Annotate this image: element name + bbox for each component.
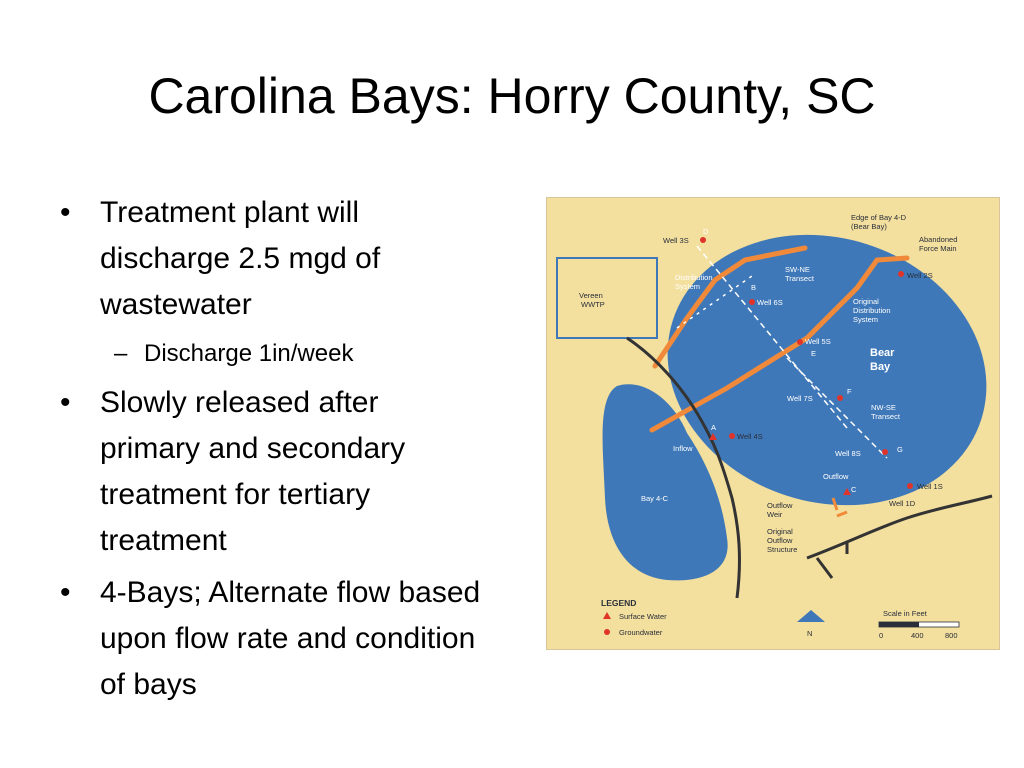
original-label: Original — [853, 297, 879, 306]
inflow-label: Inflow — [673, 444, 693, 453]
edge-of-bay-label: Edge of Bay 4-D — [851, 213, 907, 222]
bear-label: Bear — [870, 347, 895, 359]
well-8s-label: Well 8S — [835, 449, 861, 458]
distribution-label: Distribution — [675, 273, 713, 282]
well-6s-marker — [749, 299, 755, 305]
scale-title: Scale in Feet — [883, 609, 927, 618]
point-e-label: E — [811, 349, 817, 358]
well-8s-marker — [882, 449, 888, 455]
site-map-figure — [546, 197, 1000, 650]
vereen-label: Vereen — [579, 291, 603, 300]
bullet-item — [56, 380, 486, 564]
bullet-glyph: • — [60, 386, 71, 419]
bay-label: Bay — [870, 361, 891, 373]
well-1d-label: Well 1D — [889, 499, 916, 508]
sub-bullet-glyph: – — [114, 340, 128, 367]
bullet-glyph: • — [60, 196, 71, 229]
point-c-label: C — [851, 485, 857, 494]
point-g-label: G — [897, 445, 903, 454]
scale-tick-400: 400 — [911, 631, 924, 640]
bullet-text: Slowly released after primary and secondary treatment for tertiary treatment — [100, 386, 406, 557]
point-d-label: D — [703, 227, 709, 236]
legend-title: LEGEND — [601, 598, 637, 608]
bullet-glyph: • — [60, 576, 71, 609]
original-system-label: System — [853, 315, 879, 324]
outflow-label: Outflow — [823, 472, 849, 481]
well-2s-marker — [898, 271, 904, 277]
slide-title: Carolina Bays: Horry County, SC — [148, 68, 876, 124]
outflow-weir-label-1: Outflow — [767, 501, 793, 510]
north-label: N — [807, 629, 813, 638]
wwtp-label: WWTP — [581, 300, 605, 309]
bullet-text: 4-Bays; Alternate flow based upon flow rate and condition of bays — [100, 576, 481, 701]
nw-se-label: NW-SE — [871, 403, 896, 412]
scale-tick-0: 0 — [879, 631, 884, 640]
sub-bullet-item — [56, 334, 486, 374]
well-6s-label: Well 6S — [757, 298, 783, 307]
outflow-weir-label-2: Weir — [767, 510, 783, 519]
bullet-text: Treatment plant will discharge 2.5 mgd of wastewater — [100, 196, 381, 321]
force-main-label: Force Main — [919, 244, 957, 253]
original-distribution-label: Distribution — [853, 306, 891, 315]
point-a-label: A — [711, 423, 717, 432]
well-4s-marker — [729, 433, 735, 439]
well-7s-marker — [837, 395, 843, 401]
well-3s-label: Well 3S — [663, 236, 689, 245]
legend-surface-water-label: Surface Water — [619, 612, 667, 621]
point-f-label: F — [847, 387, 852, 396]
scale-bar-fill — [879, 622, 919, 627]
well-4s-label: Well 4S — [737, 432, 763, 441]
sub-bullet-text: Discharge 1in/week — [144, 340, 354, 367]
bullet-list — [56, 190, 486, 714]
original-outflow-label-1: Original — [767, 527, 793, 536]
bullet-item — [56, 570, 486, 708]
well-2s-label: Well 2S — [907, 271, 933, 280]
original-outflow-label-2: Outflow — [767, 536, 793, 545]
legend-groundwater-icon — [604, 629, 610, 635]
well-1s-label: Well 1S — [917, 482, 943, 491]
original-outflow-label-3: Structure — [767, 545, 798, 554]
sw-ne-label: SW-NE — [785, 265, 810, 274]
nw-se-transect-label: Transect — [871, 412, 900, 421]
abandoned-label: Abandoned — [919, 235, 958, 244]
legend-groundwater-label: Groundwater — [619, 628, 663, 637]
bear-bay-paren-label: (Bear Bay) — [851, 222, 887, 231]
system-label: System — [675, 282, 701, 291]
well-5s-label: Well 5S — [805, 337, 831, 346]
well-5s-marker — [797, 339, 803, 345]
scale-tick-800: 800 — [945, 631, 958, 640]
well-1s-marker — [907, 483, 913, 489]
site-map — [547, 198, 999, 649]
well-7s-label: Well 7S — [787, 394, 813, 403]
bullet-item — [56, 190, 486, 328]
sw-ne-transect-label: Transect — [785, 274, 814, 283]
point-b-label: B — [751, 283, 757, 292]
well-3s-marker — [700, 237, 706, 243]
bay-4c-label: Bay 4-C — [641, 494, 669, 503]
